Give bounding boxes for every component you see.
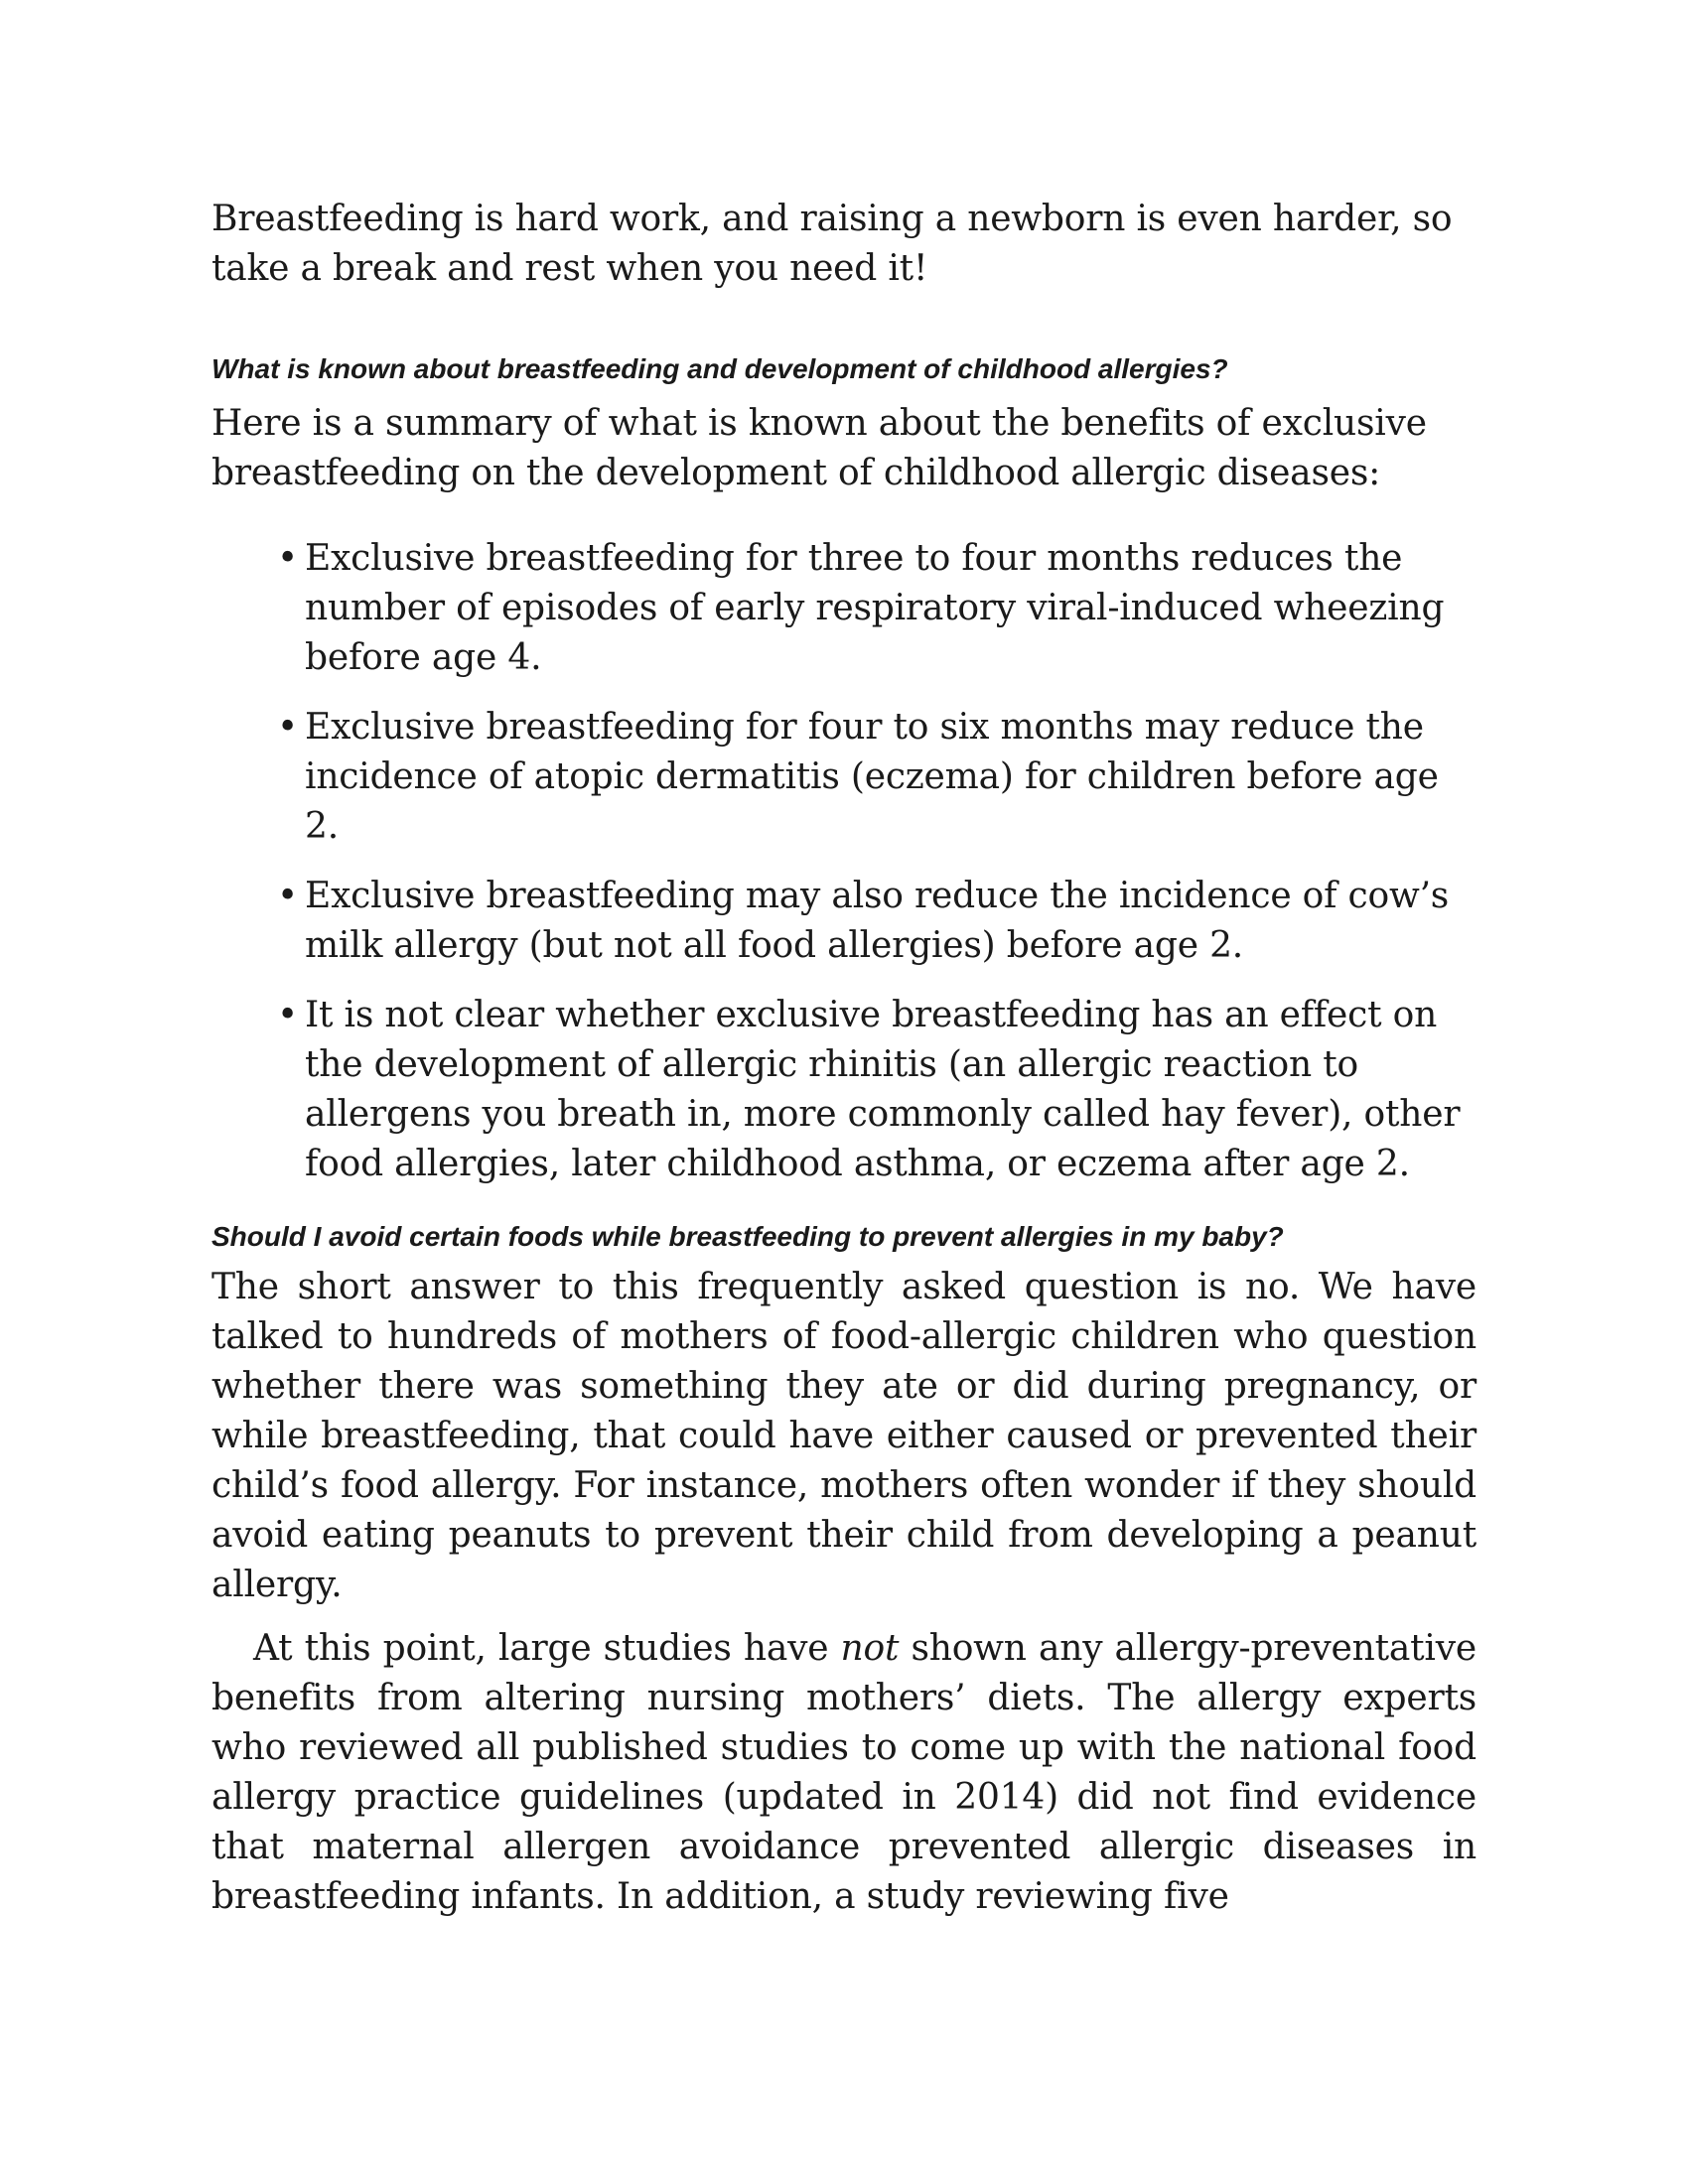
emphasis-not: not [840, 1628, 900, 1669]
bullet-text: It is not clear whether exclusive breastfeeding has an effect on the development of allergic rhinitis (an allergic reaction to allergens you breath in, more commonly called hay fever), other food allergies, later childhood asthma, or eczema after age 2. [305, 995, 1461, 1184]
bullet-item [277, 872, 1477, 971]
studies-paragraph [211, 1624, 1477, 1922]
bullet-item [277, 534, 1477, 683]
bullet-glyph: • [277, 707, 299, 748]
section-heading-allergies-known: What is known about breastfeeding and development of childhood allergies? [211, 353, 1228, 384]
bullet-text: Exclusive breastfeeding for four to six months may reduce the incidence of atopic dermatitis (eczema) for children before age 2. [305, 707, 1439, 847]
section-heading-avoid-foods: Should I avoid certain foods while breastfeeding to prevent allergies in my baby? [211, 1221, 1284, 1252]
bullet-item [277, 703, 1477, 852]
bullet-text: Exclusive breastfeeding may also reduce the incidence of cow’s milk allergy (but not all food allergies) before age 2. [305, 876, 1450, 966]
bullet-glyph: • [277, 876, 299, 916]
studies-text-start: At this point, large studies have [253, 1628, 841, 1669]
benefits-bullet-list [211, 534, 1477, 1189]
bullet-item [277, 991, 1477, 1189]
bullet-glyph: • [277, 995, 299, 1035]
short-answer-paragraph: The short answer to this frequently asked question is no. We have talked to hundreds of mothers of food-allergic children who question whether there was something they ate or did during pregnancy, or while breastfeeding, that could have either caused or prevented their child’s food allergy. For instance, mothers often wonder if they should avoid eating peanuts to prevent their child from developing a peanut allergy. [211, 1267, 1477, 1605]
intro-paragraph: Breastfeeding is hard work, and raising a newborn is even harder, so take a break and rest when you need it! [211, 199, 1453, 289]
summary-paragraph: Here is a summary of what is known about the benefits of exclusive breastfeeding on the development of childhood allergic diseases: [211, 403, 1427, 493]
document-page [211, 195, 1477, 1922]
bullet-text: Exclusive breastfeeding for three to four months reduces the number of episodes of early respiratory viral-induced wheezing before age 4. [305, 538, 1445, 678]
bullet-glyph: • [277, 538, 299, 579]
studies-text-rest: shown any allergy-preventative benefits from altering nursing mothers’ diets. The allergy experts who reviewed all published studies to come up with the national food allergy practice guidelines (updated in 2014) did not find evidence that maternal allergen avoidance prevented allergic diseases in breastfeeding infants. In addition, a study reviewing five [211, 1628, 1477, 1917]
